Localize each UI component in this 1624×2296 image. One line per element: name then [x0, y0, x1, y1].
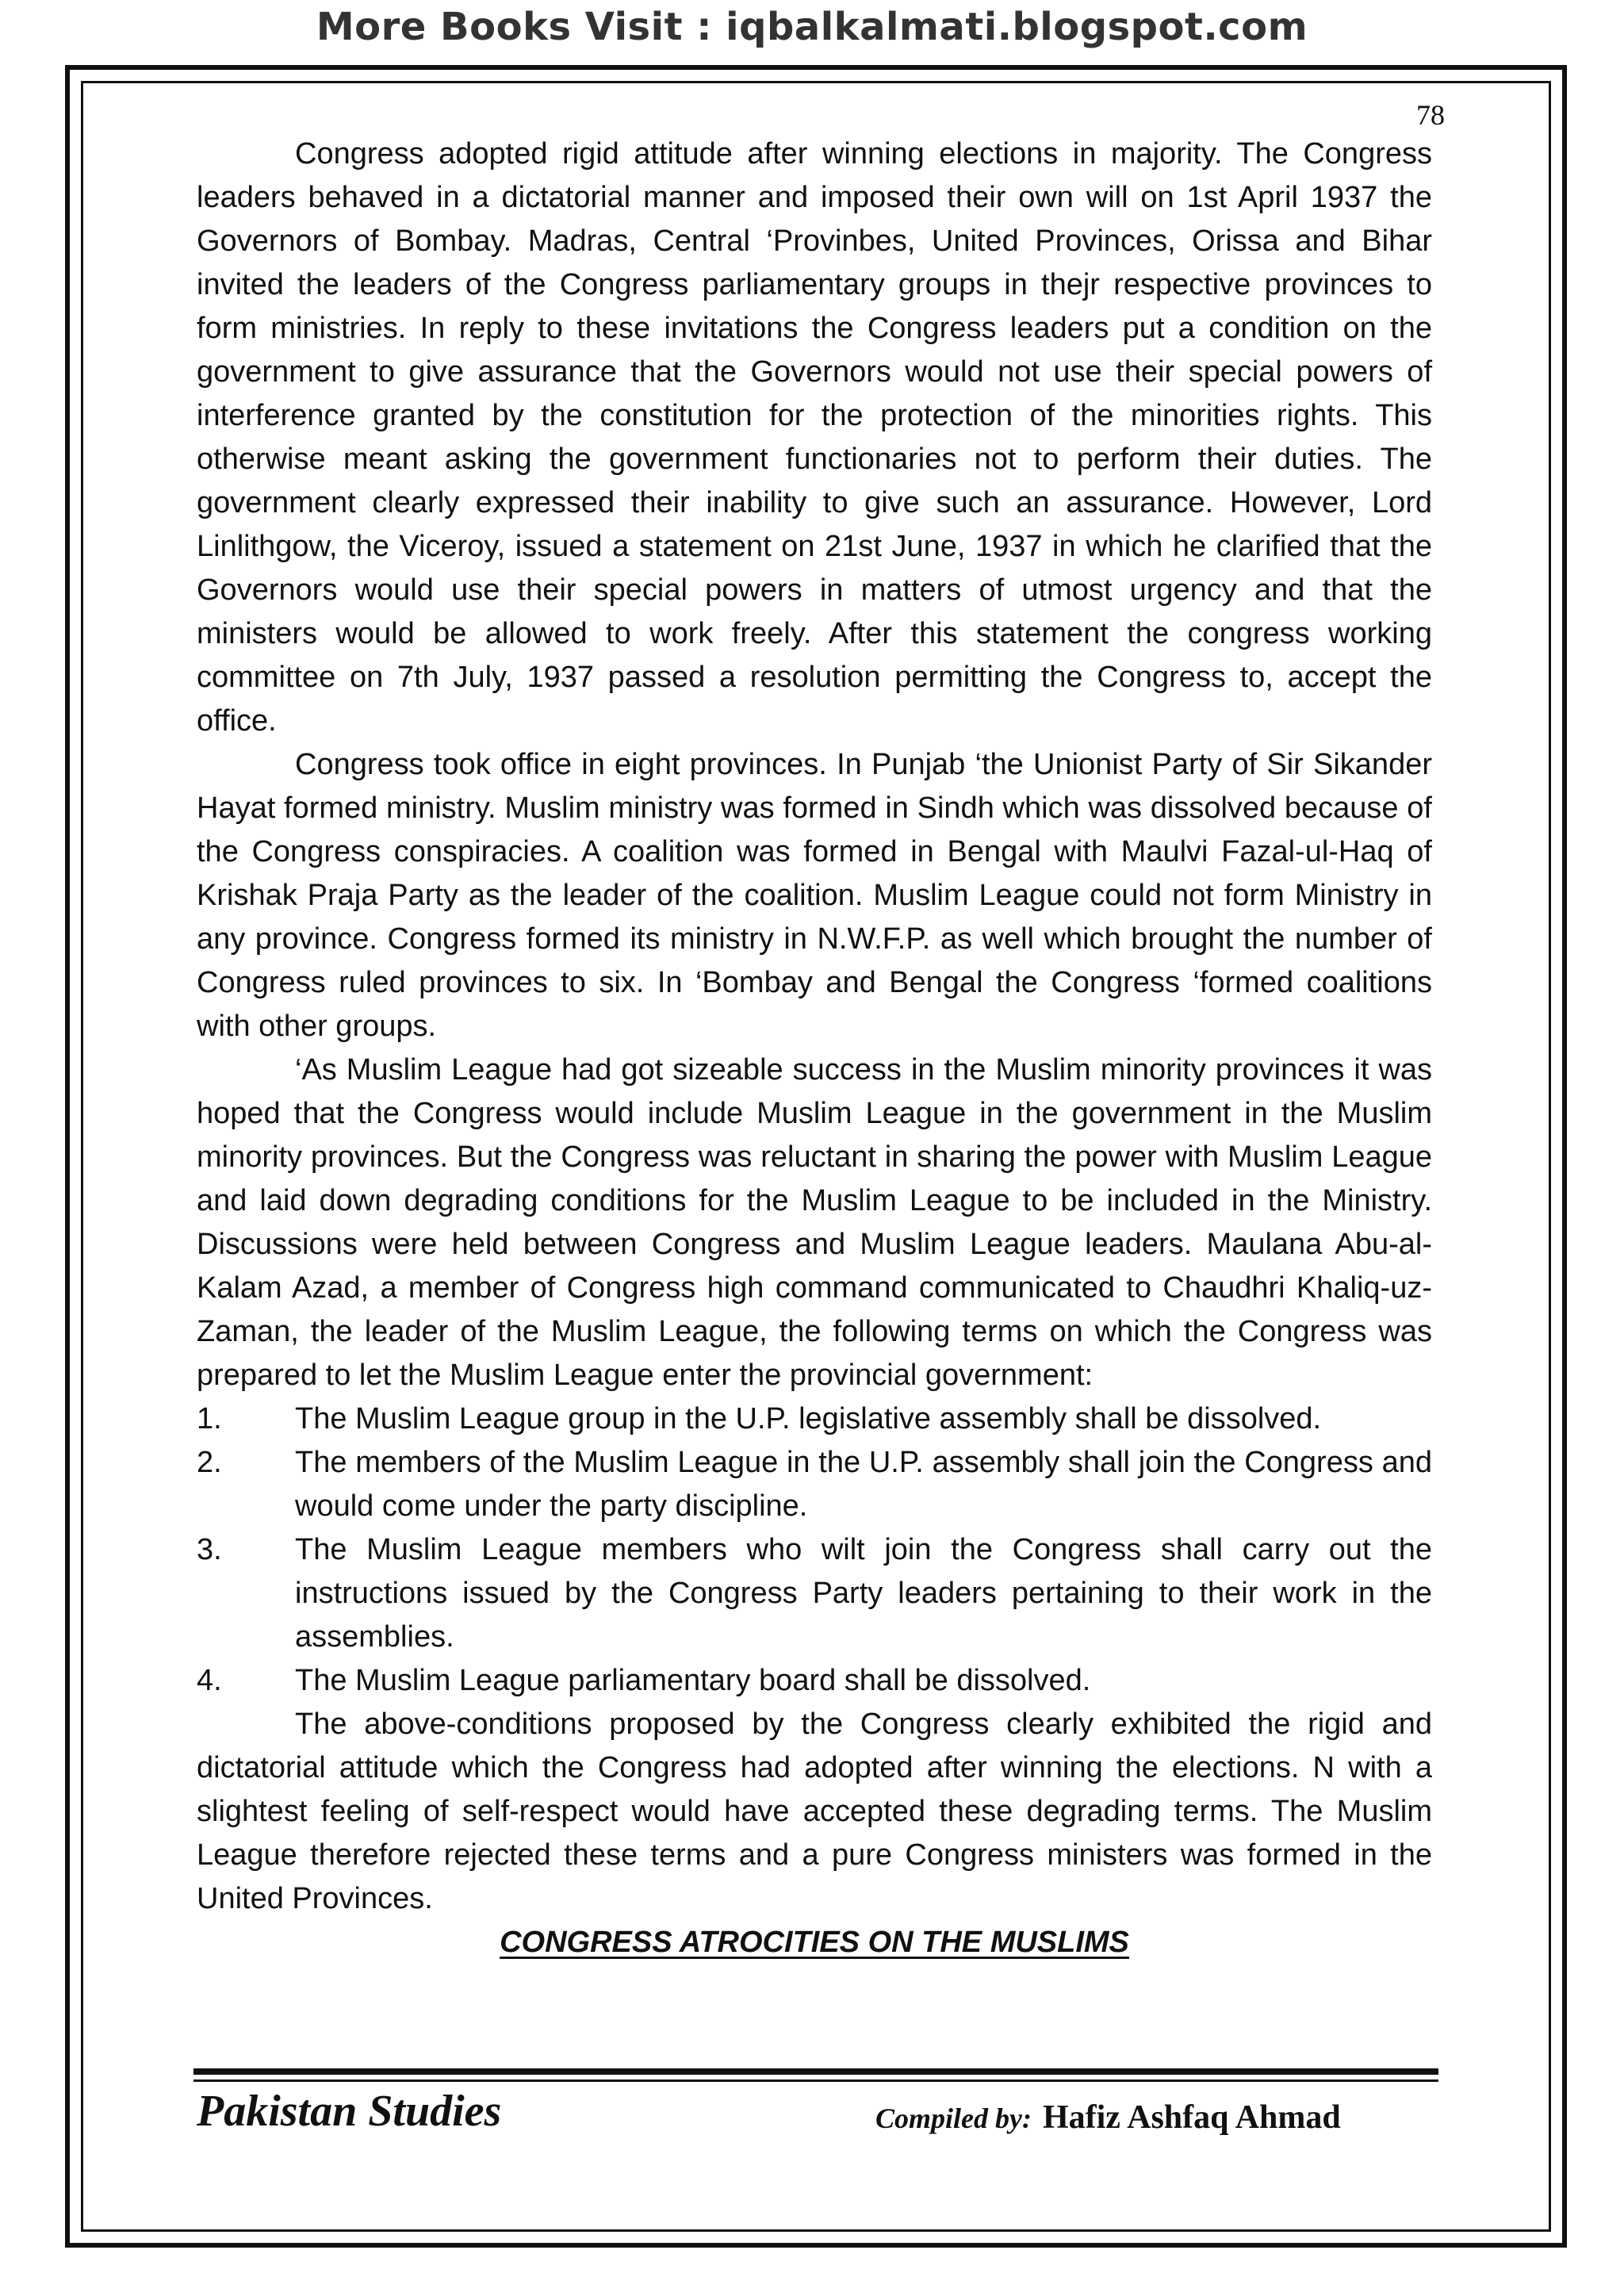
list-item-text: The members of the Muslim League in the U.P. assembly shall join the Congress and would come under the party discipline.: [295, 1446, 1432, 1523]
footer-book-title: Pakistan Studies: [197, 2087, 502, 2136]
list-item: [197, 1528, 1432, 1659]
terms-list: [197, 1397, 1432, 1703]
list-item-number: 4.: [197, 1664, 222, 1697]
list-item-text: The Muslim League parliamentary board shall be dissolved.: [295, 1664, 1091, 1697]
closing-paragraph: The above-conditions proposed by the Congress clearly exhibited the rigid and dictatorial attitude which the Congress had adopted after winning the elections. N with a slightest feeling of self-respect would have accepted these degrading terms. The Muslim League therefore rejected these terms and a pure Congress ministers was formed in the United Provinces.: [197, 1708, 1432, 1915]
list-item-number: 2.: [197, 1446, 222, 1479]
list-item: [197, 1441, 1432, 1528]
site-banner: More Books Visit : iqbalkalmati.blogspot.com: [316, 5, 1308, 49]
list-item-text: The Muslim League group in the U.P. legislative assembly shall be dissolved.: [295, 1402, 1322, 1435]
paragraph-1: Congress adopted rigid attitude after winning elections in majority. The Congress leaders behaved in a dictatorial manner and imposed their own will on 1st April 1937 the Governors of Bombay. Madras, Central ‘Provinbes, United Provinces, Orissa and Bihar invited the leaders of the Congress parliamentary groups in thejr respective provinces to form ministries. In reply to these invitations the Congress leaders put a condition on the government to give assurance that the Governors would not use their special powers of interference granted by the constitution for the protection of the minorities rights. This otherwise meant asking the government functionaries not to perform their duties. The government clearly expressed their inability to give such an assurance. However, Lord Linlithgow, the Viceroy, issued a statement on 21st June, 1937 in which he clarified that the Governors would use their special powers in matters of utmost urgency and that the ministers would be allowed to work freely. After this statement the congress working committee on 7th July, 1937 passed a resolution permitting the Congress to, accept the office.: [197, 137, 1432, 738]
footer-credit: [875, 2099, 1341, 2137]
paragraph-2: Congress took office in eight provinces. In Punjab ‘the Unionist Party of Sir Sikander Hayat formed ministry. Muslim ministry was formed in Sindh which was dissolved because of the Congress conspiracies. A coalition was formed in Bengal with Maulvi Fazal-ul-Haq of Krishak Praja Party as the leader of the coalition. Muslim League could not form Ministry in any province. Congress formed its ministry in N.W.F.P. as well which brought the number of Congress ruled provinces to six. In ‘Bombay and Bengal the Congress ‘formed coalitions with other groups.: [197, 748, 1432, 1043]
list-item-number: 1.: [197, 1402, 222, 1435]
footer-rule-thin: [193, 2079, 1438, 2082]
page-body: [197, 132, 1432, 1964]
author-name: Hafiz Ashfaq Ahmad: [1042, 2099, 1341, 2136]
section-heading: CONGRESS ATROCITIES ON THE MUSLIMS: [500, 1926, 1129, 1959]
list-item: [197, 1659, 1432, 1703]
list-item-number: 3.: [197, 1533, 222, 1566]
paragraph-3: ‘As Muslim League had got sizeable success in the Muslim minority provinces it was hoped that the Congress would include Muslim League in the government in the Muslim minority provinces. But the Congress was reluctant in sharing the power with Muslim League and laid down degrading conditions for the Muslim League to be included in the Ministry. Discussions were held between Congress and Muslim League leaders. Maulana Abu-al-Kalam Azad, a member of Congress high command communicated to Chaudhri Khaliq-uz-Zaman, the leader of the Muslim League, the following terms on which the Congress was prepared to let the Muslim League enter the provincial government:: [197, 1053, 1432, 1392]
list-item-text: The Muslim League members who wilt join the Congress shall carry out the instructions issued by the Congress Party leaders pertaining to their work in the assemblies.: [295, 1533, 1432, 1654]
compiled-by-label: Compiled by:: [875, 2102, 1032, 2134]
footer-rule-thick: [193, 2068, 1438, 2075]
page-number: 78: [1416, 99, 1445, 131]
list-item: [197, 1397, 1432, 1441]
